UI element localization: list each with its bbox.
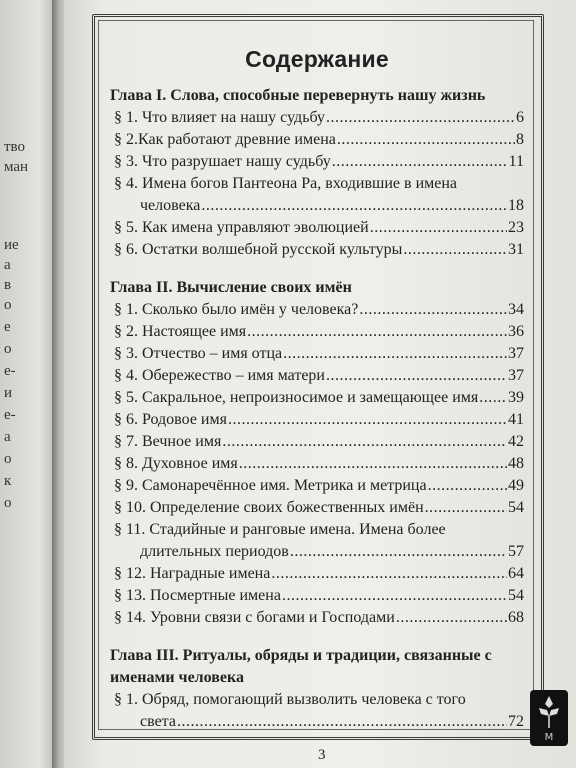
toc-entry-title: света	[140, 713, 176, 730]
toc-page-number: 48	[508, 455, 524, 472]
chapter-title: Глава I. Слова, способные перевернуть нашу жизнь	[110, 87, 486, 104]
toc-entry	[110, 563, 524, 585]
toc-page-number: 68	[508, 609, 524, 626]
toc-entry-title: § 1. Сколько было имён у человека?	[114, 301, 359, 318]
dot-leader	[283, 343, 507, 365]
left-page-fragment: ие	[4, 237, 19, 253]
toc-entry	[110, 173, 524, 195]
toc-entry-title: § 4. Имена богов Пантеона Ра, входившие в имена	[114, 175, 458, 192]
chapter-title: Глава II. Вычисление своих имён	[110, 279, 352, 296]
toc-page-number: 54	[508, 587, 524, 604]
toc-entry	[110, 519, 524, 541]
toc-page-number: 23	[508, 219, 524, 236]
toc-entry	[110, 453, 524, 475]
toc-entry	[110, 239, 524, 261]
dot-leader	[359, 299, 507, 321]
toc-entry-title: § 1. Обряд, помогающий вызволить человека с того	[114, 691, 466, 708]
dot-leader	[222, 431, 507, 453]
toc-page-number: 54	[508, 499, 524, 516]
toc-entry-title: человека	[140, 197, 201, 214]
toc-entry	[110, 607, 524, 629]
page-number: 3	[318, 747, 326, 763]
left-page-fragment: в	[4, 277, 12, 293]
left-page	[0, 0, 56, 768]
toc-entry-title: § 5. Как имена управляют эволюцией	[114, 219, 369, 236]
dot-leader	[370, 217, 507, 239]
toc-entry	[110, 343, 524, 365]
toc-entry-title: § 3. Что разрушает нашу судьбу	[114, 153, 331, 170]
toc-entry	[110, 387, 524, 409]
toc-page-number: 42	[508, 433, 524, 450]
toc-entry-title: § 5. Сакральное, непроизносимое и замещающее имя	[114, 389, 479, 406]
flower-icon	[533, 694, 565, 730]
toc-entry-title: длительных периодов	[140, 543, 289, 560]
toc-entry-title: § 10. Определение своих божественных имён	[114, 499, 424, 516]
watermark-logo	[530, 690, 568, 746]
toc-page-number: 39	[508, 389, 524, 406]
dot-leader	[239, 453, 507, 475]
toc-title: Содержание	[245, 46, 389, 72]
toc-entry-title: § 7. Вечное имя	[114, 433, 222, 450]
toc-entry	[110, 431, 524, 453]
chapter-gap	[110, 261, 524, 271]
chapter-title: Глава III. Ритуалы, обряды и традиции, связанные с именами человека	[110, 647, 492, 686]
toc-entry	[110, 689, 524, 711]
table-of-contents	[110, 46, 524, 733]
left-page-fragment: е-	[4, 407, 16, 423]
toc-page-number: 31	[508, 241, 524, 258]
toc-page-number: 49	[508, 477, 524, 494]
toc-entry-title: § 9. Самонаречённое имя. Метрика и метрица	[114, 477, 427, 494]
toc-page-number: 18	[508, 197, 524, 214]
dot-leader	[428, 475, 507, 497]
logo-mark: M	[544, 732, 554, 743]
left-page-fragment: тво	[4, 139, 26, 155]
toc-entry	[110, 409, 524, 431]
toc-entry	[110, 299, 524, 321]
dot-leader	[425, 497, 507, 519]
toc-entry	[110, 129, 524, 151]
dot-leader	[337, 129, 515, 151]
dot-leader	[479, 387, 507, 409]
dot-leader	[177, 711, 507, 733]
toc-entry	[110, 195, 524, 217]
toc-entry-title: § 2. Настоящее имя	[114, 323, 247, 340]
toc-page-number: 37	[508, 345, 524, 362]
toc-entry-title: § 1. Что влияет на нашу судьбу	[114, 109, 326, 126]
toc-entry-title: § 14. Уровни связи с богами и Господами	[114, 609, 395, 626]
left-page-fragment: о	[4, 451, 12, 467]
toc-page-number: 57	[508, 543, 524, 560]
dot-leader	[326, 365, 507, 387]
toc-page-number: 36	[508, 323, 524, 340]
left-page-fragment: к	[4, 473, 12, 489]
toc-entry-title: § 8. Духовное имя	[114, 455, 238, 472]
toc-entry	[110, 321, 524, 343]
toc-page-number: 8	[516, 131, 524, 148]
dot-leader	[332, 151, 508, 173]
left-page-fragment: ман	[4, 159, 29, 175]
left-page-fragment: а	[4, 257, 11, 273]
toc-entry-title: § 6. Родовое имя	[114, 411, 227, 428]
left-page-fragment: о	[4, 341, 12, 357]
toc-page-number: 37	[508, 367, 524, 384]
dot-leader	[282, 585, 507, 607]
toc-entry	[110, 151, 524, 173]
toc-entry-title: § 3. Отчество – имя отца	[114, 345, 283, 362]
dot-leader	[396, 607, 507, 629]
toc-page-number: 34	[508, 301, 524, 318]
toc-entry-title: § 11. Стадийные и ранговые имена. Имена более	[114, 521, 446, 538]
toc-entry	[110, 365, 524, 387]
toc-entry-title: § 13. Посмертные имена	[114, 587, 281, 604]
toc-page-number: 64	[508, 565, 524, 582]
dot-leader	[247, 321, 507, 343]
dot-leader	[228, 409, 507, 431]
left-page-fragment: е-	[4, 363, 16, 379]
toc-page-number: 11	[508, 153, 524, 170]
dot-leader	[290, 541, 507, 563]
toc-entry	[110, 475, 524, 497]
toc-page-number: 41	[508, 411, 524, 428]
toc-body	[110, 85, 524, 733]
toc-entry-title: § 2.Как работают древние имена	[114, 131, 336, 148]
left-page-fragment: о	[4, 495, 12, 511]
dot-leader	[403, 239, 507, 261]
toc-page-number: 6	[516, 109, 524, 126]
dot-leader	[271, 563, 507, 585]
chapter-gap	[110, 629, 524, 639]
left-page-fragment: о	[4, 297, 12, 313]
toc-entry	[110, 585, 524, 607]
left-page-fragment: е	[4, 319, 11, 335]
toc-entry-title: § 4. Обережество – имя матери	[114, 367, 325, 384]
left-page-fragment: и	[4, 385, 13, 401]
dot-leader	[201, 195, 507, 217]
toc-entry	[110, 497, 524, 519]
dot-leader	[326, 107, 515, 129]
toc-entry	[110, 217, 524, 239]
toc-entry-title: § 12. Наградные имена	[114, 565, 271, 582]
toc-entry	[110, 107, 524, 129]
toc-page-number: 72	[508, 713, 524, 730]
toc-entry	[110, 711, 524, 733]
left-page-fragment: а	[4, 429, 11, 445]
toc-entry-title: § 6. Остатки волшебной русской культуры	[114, 241, 403, 258]
toc-entry	[110, 541, 524, 563]
